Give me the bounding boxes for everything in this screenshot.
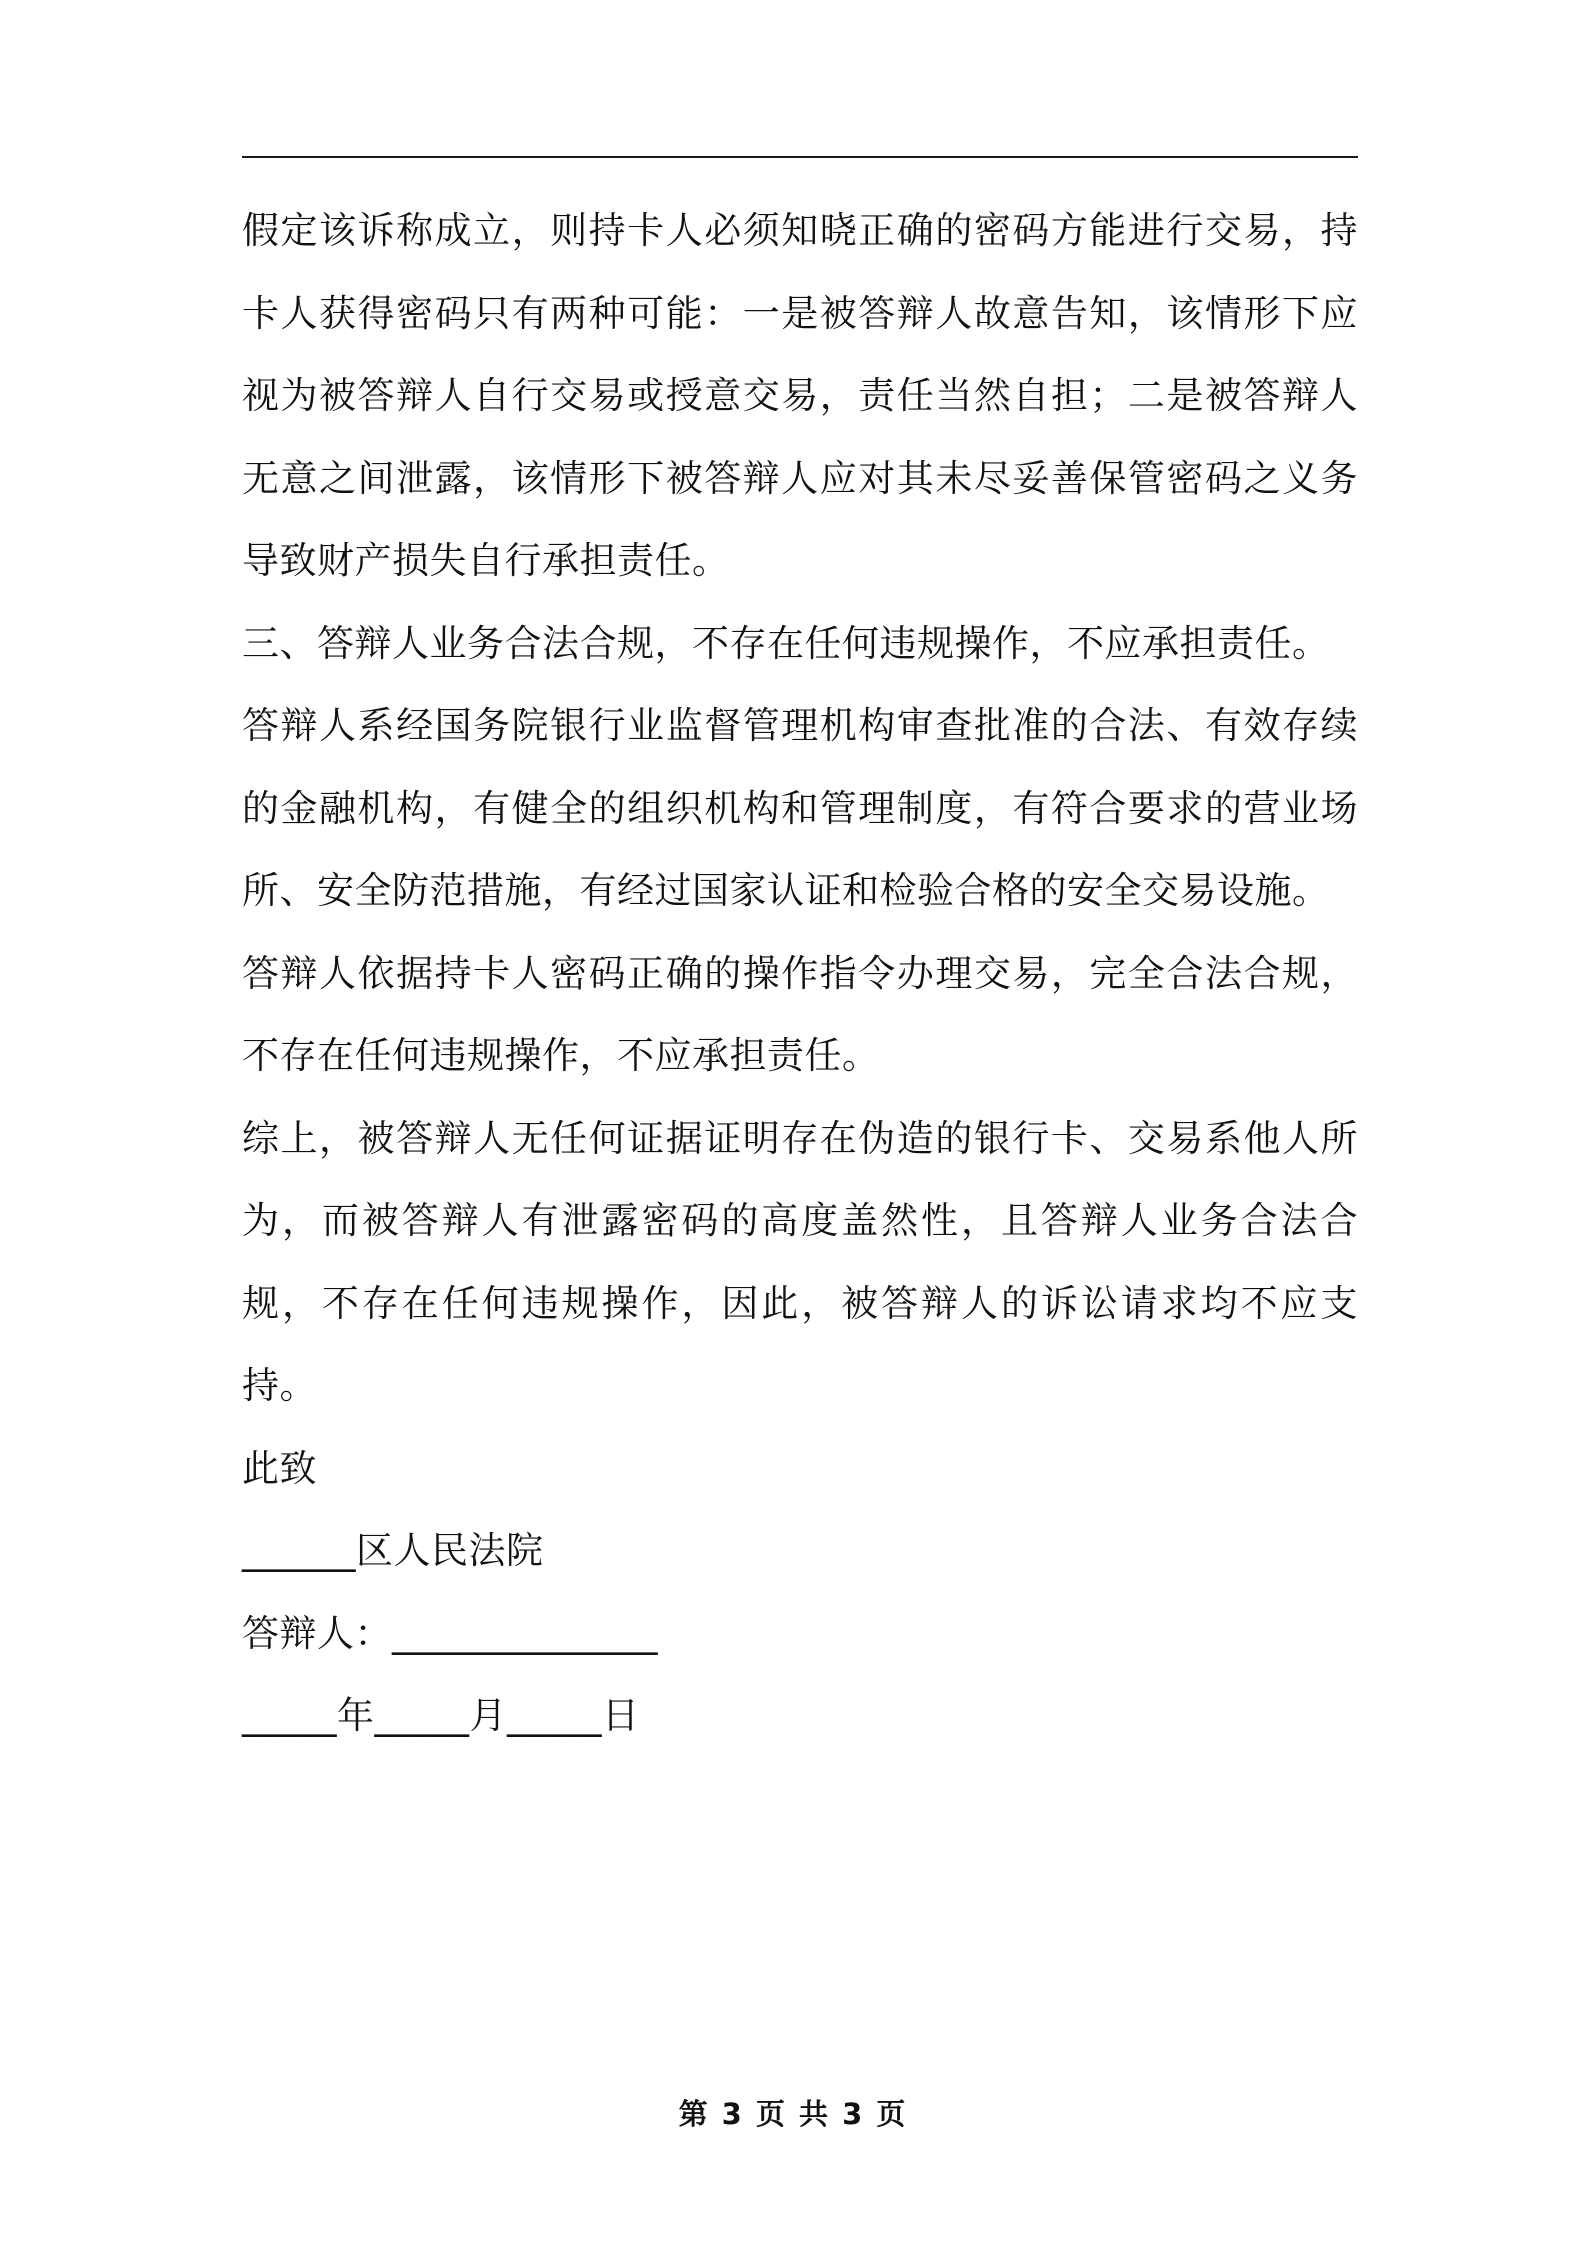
closing-court: ______区人民法院 <box>242 1529 544 1572</box>
paragraph-password-disclosure: 假定该诉称成立，则持卡人必须知晓正确的密码方能进行交易，持卡人获得密码只有两种可能：一是被答辩人故意告知，该情形下应视为被答辩人自行交易或授意交易，责任当然自担；二是被答辩人无意之间泄露，该情形下被答辩人应对其未尽妥善保管密码之义务导致财产损失自行承担责任。 <box>242 209 1358 582</box>
paragraph-institution-qualification: 答辩人系经国务院银行业监督管理机构审查批准的合法、有效存续的金融机构，有健全的组织机构和管理制度，有符合要求的营业场所、安全防范措施，有经过国家认证和检验合格的安全交易设施。 <box>242 704 1358 912</box>
page-number-footer: 第 3 页 共 3 页 <box>678 2097 908 2131</box>
header-rule <box>242 156 1358 158</box>
paragraph-transaction-compliance: 答辩人依据持卡人密码正确的操作指令办理交易，完全合法合规，不存在任何违规操作，不应承担责任。 <box>242 951 1358 1077</box>
document-body <box>242 190 1358 1758</box>
closing-date: _____年_____月_____日 <box>242 1694 640 1737</box>
closing-respondent: 答辩人：______________ <box>242 1611 658 1655</box>
paragraph-conclusion: 综上，被答辩人无任何证据证明存在伪造的银行卡、交易系他人所为，而被答辩人有泄露密码的高度盖然性，且答辩人业务合法合规，不存在任何违规操作，因此，被答辩人的诉讼请求均不应支持。 <box>242 1116 1358 1407</box>
section-heading-three: 三、答辩人业务合法合规，不存在任何违规操作，不应承担责任。 <box>242 621 1330 665</box>
closing-salutation: 此致 <box>242 1446 317 1490</box>
